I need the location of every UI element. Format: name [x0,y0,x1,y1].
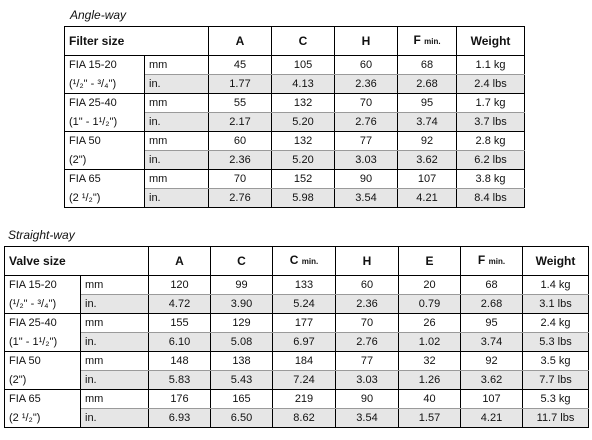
value-a: 6.10 [149,333,211,352]
header-filter-size: Filter size [65,27,209,56]
unit-label: mm [81,352,149,371]
unit-label: mm [145,56,209,75]
value-a: 120 [149,276,211,295]
value-c: 152 [272,170,335,189]
value-h: 2.36 [335,75,398,94]
header-weight: Weight [523,247,589,276]
value-c: 165 [211,390,273,409]
value-e: 1.26 [399,371,461,390]
value-w: 7.7 lbs [523,371,589,390]
header-h: H [336,247,399,276]
value-f: 3.74 [461,333,523,352]
value-c: 5.08 [211,333,273,352]
value-w: 1.4 kg [523,276,589,295]
header-a: A [209,27,272,56]
unit-label: in. [145,189,209,208]
value-w: 11.7 lbs [523,409,589,428]
size-label: (2 ¹/₂") [5,409,81,428]
value-w: 3.7 lbs [457,113,525,132]
value-a: 45 [209,56,272,75]
unit-label: mm [145,170,209,189]
size-label: (2 ¹/₂") [65,189,145,208]
value-w: 2.4 lbs [457,75,525,94]
value-cmin: 5.24 [273,295,336,314]
header-c: C [211,247,273,276]
table-row [5,371,589,390]
value-a: 6.93 [149,409,211,428]
table-header-row [5,247,589,276]
value-f: 4.21 [461,409,523,428]
value-f: 3.74 [398,113,457,132]
value-w: 2.4 kg [523,314,589,333]
value-c: 6.50 [211,409,273,428]
table-row [65,170,525,189]
value-f: 92 [461,352,523,371]
value-c: 5.20 [272,113,335,132]
unit-label: mm [81,276,149,295]
value-w: 3.1 lbs [523,295,589,314]
value-f: 95 [398,94,457,113]
value-e: 1.57 [399,409,461,428]
value-h: 70 [336,314,399,333]
unit-label: in. [145,113,209,132]
size-label: FIA 15-20 [5,276,81,295]
value-cmin: 184 [273,352,336,371]
value-cmin: 6.97 [273,333,336,352]
value-h: 77 [336,352,399,371]
value-w: 6.2 lbs [457,151,525,170]
header-a: A [149,247,211,276]
value-e: 20 [399,276,461,295]
header-c-min: C min. [273,247,336,276]
value-w: 3.8 kg [457,170,525,189]
value-cmin: 7.24 [273,371,336,390]
value-w: 5.3 kg [523,390,589,409]
unit-label: mm [145,132,209,151]
table-row [5,390,589,409]
table-row [5,314,589,333]
straight-way-table [4,246,589,428]
value-c: 3.90 [211,295,273,314]
size-label: (1" - 1¹/₂") [5,333,81,352]
table-row [5,409,589,428]
value-f: 92 [398,132,457,151]
value-f: 4.21 [398,189,457,208]
value-cmin: 219 [273,390,336,409]
value-w: 3.5 kg [523,352,589,371]
table-row [5,333,589,352]
value-c: 129 [211,314,273,333]
value-c: 5.20 [272,151,335,170]
value-f: 95 [461,314,523,333]
value-w: 5.3 lbs [523,333,589,352]
value-e: 0.79 [399,295,461,314]
value-h: 3.03 [335,151,398,170]
value-a: 55 [209,94,272,113]
value-a: 5.83 [149,371,211,390]
value-a: 60 [209,132,272,151]
value-f: 107 [398,170,457,189]
value-w: 1.1 kg [457,56,525,75]
size-label: FIA 50 [65,132,145,151]
unit-label: mm [145,94,209,113]
size-label: FIA 25-40 [65,94,145,113]
value-c: 132 [272,94,335,113]
value-e: 32 [399,352,461,371]
value-f: 2.68 [398,75,457,94]
table-row [65,94,525,113]
value-w: 8.4 lbs [457,189,525,208]
value-f: 2.68 [461,295,523,314]
value-a: 4.72 [149,295,211,314]
table-row [65,151,525,170]
value-a: 2.17 [209,113,272,132]
value-c: 105 [272,56,335,75]
size-label: FIA 25-40 [5,314,81,333]
value-h: 2.76 [335,113,398,132]
value-c: 4.13 [272,75,335,94]
unit-label: mm [81,390,149,409]
table-row [5,352,589,371]
value-h: 60 [335,56,398,75]
value-f: 3.62 [461,371,523,390]
value-h: 2.76 [336,333,399,352]
straight-way-caption: Straight-way [8,228,75,242]
header-f-min: F min. [398,27,457,56]
table-row [5,276,589,295]
value-h: 70 [335,94,398,113]
table-row [65,189,525,208]
value-h: 77 [335,132,398,151]
header-e: E [399,247,461,276]
value-a: 70 [209,170,272,189]
value-f: 3.62 [398,151,457,170]
value-e: 1.02 [399,333,461,352]
value-cmin: 8.62 [273,409,336,428]
value-h: 60 [336,276,399,295]
size-label: (2") [5,371,81,390]
unit-label: in. [81,409,149,428]
value-e: 26 [399,314,461,333]
header-f-min: F min. [461,247,523,276]
value-a: 155 [149,314,211,333]
value-w: 2.8 kg [457,132,525,151]
size-label: (1" - 1¹/₂") [65,113,145,132]
value-h: 2.36 [336,295,399,314]
size-label: FIA 65 [5,390,81,409]
value-h: 3.54 [336,409,399,428]
value-f: 68 [398,56,457,75]
unit-label: in. [145,151,209,170]
value-h: 90 [335,170,398,189]
value-a: 1.77 [209,75,272,94]
value-f: 107 [461,390,523,409]
value-c: 132 [272,132,335,151]
size-label: FIA 15-20 [65,56,145,75]
unit-label: in. [145,75,209,94]
unit-label: mm [81,314,149,333]
angle-way-caption: Angle-way [70,8,127,22]
value-c: 99 [211,276,273,295]
value-h: 3.03 [336,371,399,390]
value-a: 2.36 [209,151,272,170]
size-label: (¹/₂" - ³/₄") [5,295,81,314]
value-c: 5.98 [272,189,335,208]
table-row [65,132,525,151]
header-valve-size: Valve size [5,247,149,276]
value-c: 138 [211,352,273,371]
value-a: 2.76 [209,189,272,208]
value-w: 1.7 kg [457,94,525,113]
table-header-row [65,27,525,56]
size-label: FIA 50 [5,352,81,371]
header-c: C [272,27,335,56]
header-weight: Weight [457,27,525,56]
value-a: 148 [149,352,211,371]
table-row [5,295,589,314]
size-label: FIA 65 [65,170,145,189]
value-cmin: 133 [273,276,336,295]
value-c: 5.43 [211,371,273,390]
unit-label: in. [81,371,149,390]
header-h: H [335,27,398,56]
unit-label: in. [81,295,149,314]
value-f: 68 [461,276,523,295]
value-cmin: 177 [273,314,336,333]
value-e: 40 [399,390,461,409]
value-h: 3.54 [335,189,398,208]
unit-label: in. [81,333,149,352]
size-label: (¹/₂" - ³/₄") [65,75,145,94]
size-label: (2") [65,151,145,170]
table-row [65,56,525,75]
value-a: 176 [149,390,211,409]
angle-way-table [64,26,525,208]
table-row [65,113,525,132]
value-h: 90 [336,390,399,409]
table-row [65,75,525,94]
